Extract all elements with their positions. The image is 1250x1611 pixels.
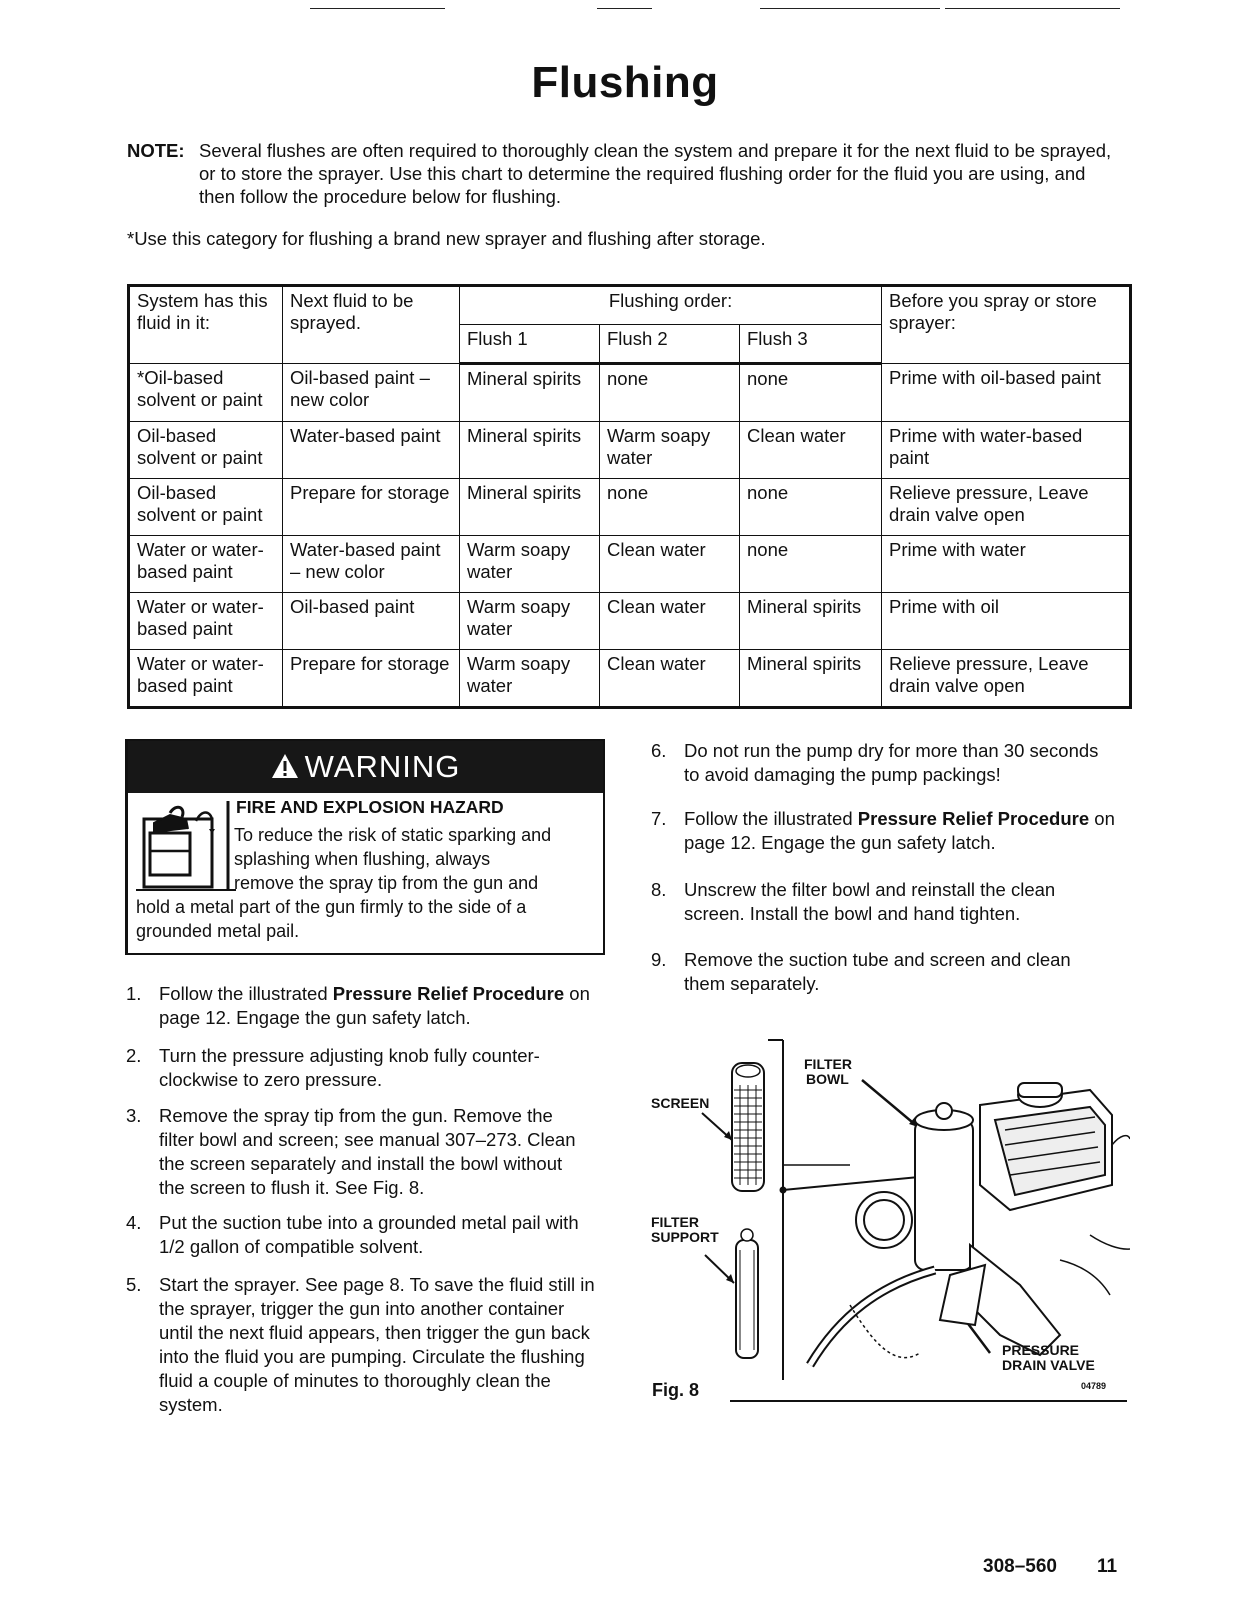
warning-line: splashing when flushing, always <box>234 849 491 869</box>
step-number: 7. <box>651 808 667 829</box>
cell-flush-1: Warm soapy water <box>460 536 600 593</box>
icon-underline <box>136 889 236 891</box>
cell-flush-2: Clean water <box>600 536 740 593</box>
step-text: Turn the pressure adjusting knob fully counter-clockwise to zero pressure. <box>159 1045 540 1090</box>
screen-part <box>732 1063 764 1191</box>
table-row <box>129 364 1131 422</box>
step-text: Do not run the pump dry for more than 30 seconds to avoid damaging the pump packings! <box>684 740 1099 785</box>
note-paragraph <box>127 139 1117 208</box>
list-item <box>126 1273 596 1417</box>
warning-caption: FIRE AND EXPLOSION HAZARD <box>236 797 504 817</box>
cell-flush-2: none <box>600 364 740 422</box>
cell-flush-1: Warm soapy water <box>460 650 600 708</box>
header-flushing-order: Flushing order: <box>460 286 882 325</box>
step-number: 9. <box>651 949 667 970</box>
list-item <box>651 948 1111 996</box>
cell-flush-2: none <box>600 479 740 536</box>
cell-flush-3: none <box>740 536 882 593</box>
filter-support-label <box>651 1215 719 1245</box>
cell-flush-3: Clean water <box>740 422 882 479</box>
pump-filter-illustration <box>650 1035 1130 1395</box>
step-text: Unscrew the filter bowl and reinstall the clean screen. Install the bowl and hand tighten. <box>684 879 1056 924</box>
step-text-post: on page 12. Engage the gun safety latch. <box>684 808 1115 853</box>
cell-system: Oil-based solvent or paint <box>129 479 283 536</box>
list-item <box>126 1104 586 1200</box>
step-text-post: on page 12. Engage the gun safety latch. <box>159 983 590 1028</box>
cell-next: Water-based paint <box>283 422 460 479</box>
cell-before: Prime with oil <box>882 593 1131 650</box>
step-text: Start the sprayer. See page 8. To save the fluid still in the sprayer, trigger the gun into another container until the next fluid appears, then trigger the gun back into the fluid you are pumping. Circulate the flushing fluid a couple of minutes to thoroughly clean the system. <box>159 1274 595 1415</box>
warning-text <box>136 823 591 943</box>
cell-next: Prepare for storage <box>283 479 460 536</box>
note-text: Several flushes are often required to thoroughly clean the system and prepare it for the next fluid to be sprayed, or to store the sprayer. Use this chart to determine the required flushing order for the fluid you are using, and then follow the procedure below for flushing. <box>199 140 1112 207</box>
screen-label: SCREEN <box>651 1095 710 1111</box>
header-flush-3: Flush 3 <box>740 325 882 364</box>
cell-before: Prime with oil-based paint <box>882 364 1131 422</box>
warning-title: WARNING <box>304 749 461 784</box>
warning-line: To reduce the risk of static sparking and <box>234 825 552 845</box>
warning-line: hold a metal part of the gun firmly to the side of a <box>136 897 527 917</box>
filter-support-part <box>736 1229 758 1358</box>
step-text-bold: Pressure Relief Procedure <box>332 983 565 1004</box>
figure-number: Fig. 8 <box>652 1380 700 1400</box>
table-row <box>129 650 1131 708</box>
list-item <box>126 1044 576 1092</box>
filter-support-label-line1: FILTER <box>651 1214 699 1230</box>
filter-bowl-label-line2: BOWL <box>806 1071 849 1087</box>
cell-before: Prime with water-based paint <box>882 422 1131 479</box>
cell-before: Relieve pressure, Leave drain valve open <box>882 479 1131 536</box>
cell-system: Oil-based solvent or paint <box>129 422 283 479</box>
filter-bowl-label <box>804 1057 852 1087</box>
list-item <box>126 1211 586 1259</box>
table-row <box>129 479 1131 536</box>
step-number: 4. <box>126 1212 142 1233</box>
cell-flush-2: Clean water <box>600 593 740 650</box>
header-next-fluid: Next fluid to be sprayed. <box>283 286 460 364</box>
list-item <box>126 982 596 1030</box>
cell-next: Water-based paint – new color <box>283 536 460 593</box>
step-number: 5. <box>126 1274 142 1295</box>
cell-system: Water or water-based paint <box>129 593 283 650</box>
cell-system: Water or water-based paint <box>129 536 283 593</box>
filter-bowl-label-line1: FILTER <box>804 1056 852 1072</box>
page-number: 11 <box>1096 1556 1118 1577</box>
doc-number: 308–560 <box>983 1556 1057 1577</box>
step-text: Remove the suction tube and screen and clean them separately. <box>684 949 1071 994</box>
step-number: 8. <box>651 879 667 900</box>
cell-flush-2: Warm soapy water <box>600 422 740 479</box>
step-text-bold: Pressure Relief Procedure <box>857 808 1090 829</box>
cell-before: Relieve pressure, Leave drain valve open <box>882 650 1131 708</box>
step-text: Put the suction tube into a grounded metal pail with 1/2 gallon of compatible solvent. <box>159 1212 579 1257</box>
table-row <box>129 536 1131 593</box>
cell-flush-3: Mineral spirits <box>740 650 882 708</box>
cell-flush-1: Mineral spirits <box>460 479 600 536</box>
step-text <box>684 807 1126 855</box>
step-text-pre: Follow the illustrated <box>159 983 333 1004</box>
cell-flush-1: Warm soapy water <box>460 593 600 650</box>
list-item <box>651 807 1126 855</box>
cell-system: Water or water-based paint <box>129 650 283 708</box>
page-footer <box>983 1556 1117 1578</box>
warning-header <box>128 741 603 793</box>
step-text-pre: Follow the illustrated <box>684 808 858 829</box>
cell-flush-2: Clean water <box>600 650 740 708</box>
step-text: Remove the spray tip from the gun. Remove the filter bowl and screen; see manual 307–273. Clean the screen separately and install the bowl without the screen to flush it. See Fig. 8. <box>159 1105 576 1198</box>
cell-flush-3: none <box>740 364 882 422</box>
cell-flush-3: Mineral spirits <box>740 593 882 650</box>
cell-before: Prime with water <box>882 536 1131 593</box>
pump-body <box>856 1083 1112 1355</box>
header-flush-2: Flush 2 <box>600 325 740 364</box>
list-item <box>651 739 1111 787</box>
flushing-table <box>127 284 1132 709</box>
warning-line: remove the spray tip from the gun and <box>234 873 539 893</box>
cell-next: Prepare for storage <box>283 650 460 708</box>
note-label: NOTE: <box>127 140 185 161</box>
step-number: 2. <box>126 1045 142 1066</box>
figure-id: 04789 <box>1081 1381 1107 1391</box>
step-text <box>159 982 596 1030</box>
header-system: System has this fluid in it: <box>129 286 283 364</box>
step-number: 3. <box>126 1105 142 1126</box>
table-row <box>129 593 1131 650</box>
asterisk-note: *Use this category for flushing a brand new sprayer and flushing after storage. <box>127 228 766 249</box>
filter-support-label-line2: SUPPORT <box>651 1229 719 1245</box>
pressure-drain-label-line1: PRESSURE <box>1002 1342 1080 1358</box>
step-number: 6. <box>651 740 667 761</box>
cell-system: *Oil-based solvent or paint <box>129 364 283 422</box>
pressure-drain-valve-label <box>1002 1343 1095 1373</box>
top-rule-2 <box>597 8 652 9</box>
cell-flush-3: none <box>740 479 882 536</box>
step-number: 1. <box>126 983 142 1004</box>
header-before-spray: Before you spray or store sprayer: <box>882 286 1131 364</box>
page-title: Flushing <box>531 58 719 107</box>
pressure-drain-label-line2: DRAIN VALVE <box>1002 1357 1095 1373</box>
cell-flush-1: Mineral spirits <box>460 364 600 422</box>
table-header-row <box>129 286 1131 325</box>
cell-flush-1: Mineral spirits <box>460 422 600 479</box>
top-rule-3 <box>760 8 940 9</box>
list-item <box>651 878 1111 926</box>
table-row <box>129 422 1131 479</box>
warning-line: grounded metal pail. <box>136 921 300 941</box>
top-rule-1 <box>310 8 445 9</box>
warning-triangle-icon <box>271 743 299 795</box>
cell-next: Oil-based paint <box>283 593 460 650</box>
top-rule-4 <box>945 8 1120 9</box>
cell-next: Oil-based paint – new color <box>283 364 460 422</box>
warning-box <box>125 739 605 955</box>
figure-rule <box>730 1400 1127 1402</box>
header-flush-1: Flush 1 <box>460 325 600 364</box>
